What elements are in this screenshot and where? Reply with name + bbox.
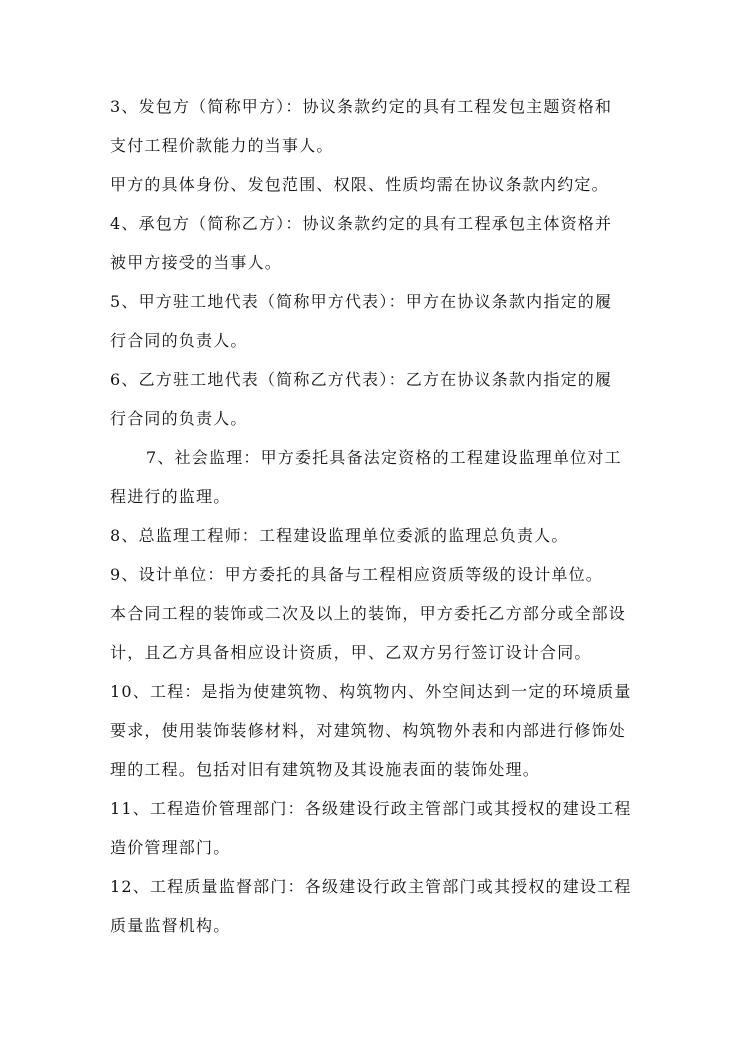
text-line: 9、设计单位：甲方委托的具备与工程相应资质等级的设计单位。 xyxy=(110,565,603,584)
text-line: 计，且乙方具备相应设计资质，甲、乙双方另行签订设计合同。 xyxy=(110,643,592,662)
text-line: 支付工程价款能力的当事人。 xyxy=(110,136,334,155)
text-line: 11、工程造价管理部门：各级建设行政主管部门或其授权的建设工程 xyxy=(110,799,632,818)
text-line: 6、乙方驻工地代表（简称乙方代表）：乙方在协议条款内指定的履 xyxy=(110,370,613,389)
text-line: 8、总监理工程师：工程建设监理单位委派的监理总负责人。 xyxy=(110,526,569,545)
text-line: 4、承包方（简称乙方）：协议条款约定的具有工程承包主体资格并 xyxy=(110,214,613,233)
text-line: 5、甲方驻工地代表（简称甲方代表）：甲方在协议条款内指定的履 xyxy=(110,292,613,311)
text-line: 程进行的监理。 xyxy=(110,487,231,506)
text-line: 理的工程。包括对旧有建筑物及其设施表面的装饰处理。 xyxy=(110,760,541,779)
text-line: 12、工程质量监督部门：各级建设行政主管部门或其授权的建设工程 xyxy=(110,877,632,896)
text-line: 甲方的具体身份、发包范围、权限、性质均需在协议条款内约定。 xyxy=(110,175,609,194)
text-line: 10、工程：是指为使建筑物、构筑物内、外空间达到一定的环境质量 xyxy=(110,682,632,701)
text-line: 行合同的负责人。 xyxy=(110,331,248,350)
text-line: 造价管理部门。 xyxy=(110,838,231,857)
text-line: 行合同的负责人。 xyxy=(110,409,248,428)
text-line: 7、社会监理：甲方委托具备法定资格的工程建设监理单位对工 xyxy=(146,448,622,467)
text-line: 质量监督机构。 xyxy=(110,916,231,935)
text-line: 要求，使用装饰装修材料，对建筑物、构筑物外表和内部进行修饰处 xyxy=(110,721,627,740)
text-line: 3、发包方（简称甲方）：协议条款约定的具有工程发包主题资格和 xyxy=(110,97,613,116)
text-line: 本合同工程的装饰或二次及以上的装饰，甲方委托乙方部分或全部设 xyxy=(110,604,627,623)
text-line: 被甲方接受的当事人。 xyxy=(110,253,283,272)
